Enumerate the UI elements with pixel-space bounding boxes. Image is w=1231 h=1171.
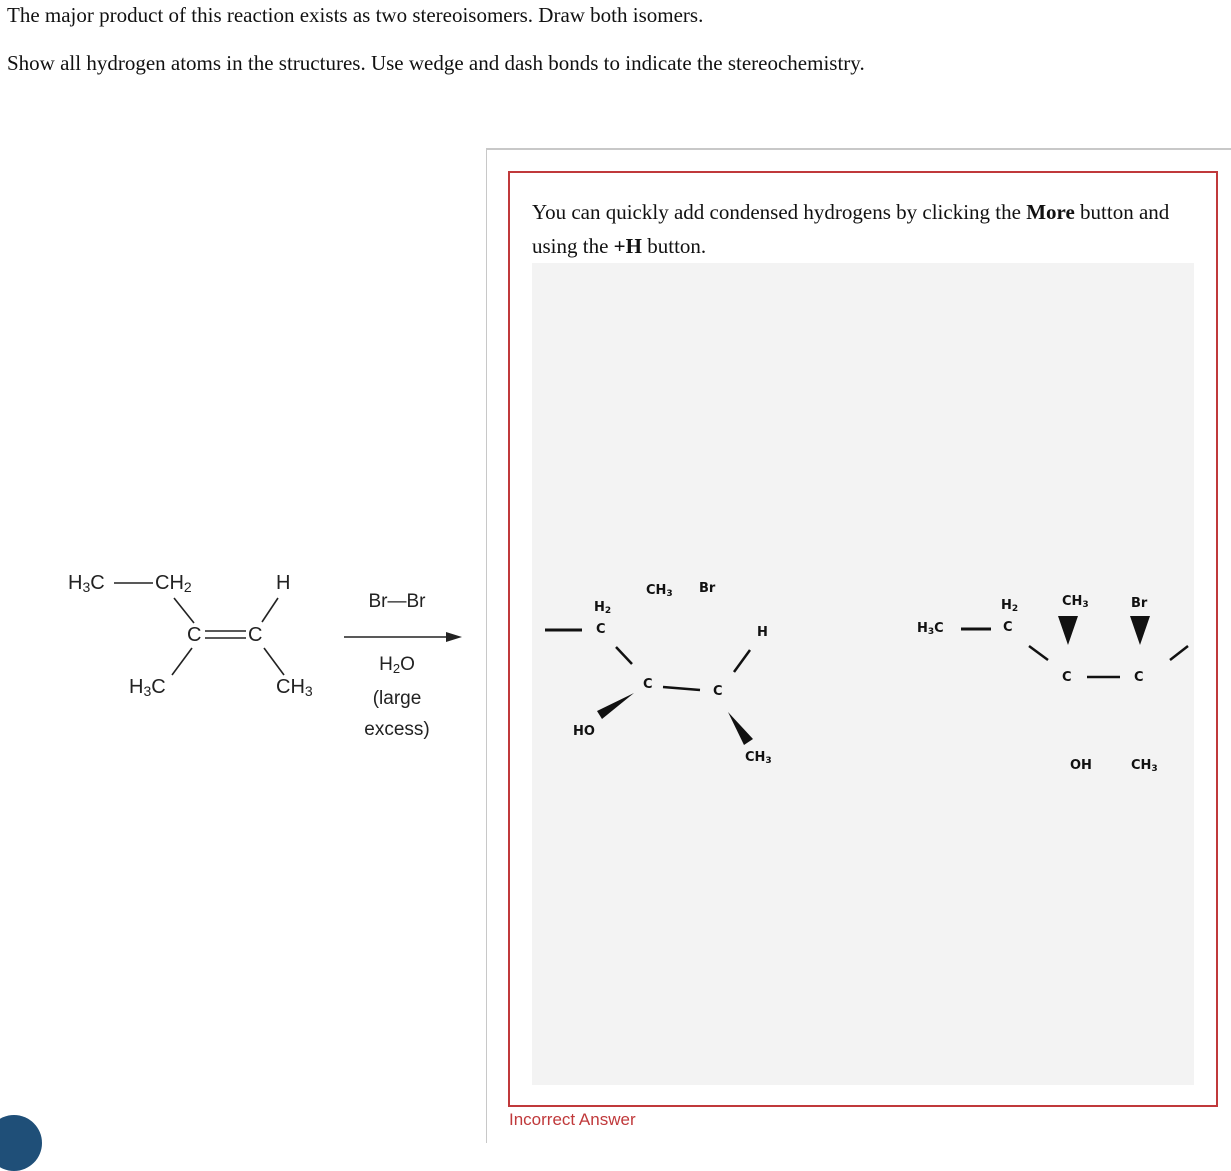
hint-text: You can quickly add condensed hydrogens by clicking the More button and using the +H button. (532, 200, 1170, 258)
reagent-br2: Br—Br (368, 591, 426, 612)
iso2-c1[interactable]: C (1062, 670, 1072, 685)
reactant-bonds (0, 0, 480, 760)
iso1-c-top[interactable]: C (596, 622, 606, 637)
bond-ch2-c1 (174, 598, 194, 623)
iso2-h3c[interactable]: $H_3C$ (917, 621, 944, 637)
reactant-h3c: $H_3C$ (129, 676, 166, 699)
iso1-h2[interactable]: $H_2$ (594, 600, 612, 616)
iso2-ch3-bottom[interactable]: $CH_3$ (1131, 758, 1158, 774)
reaction-arrow-head (446, 632, 462, 642)
bond-c2-h (262, 598, 278, 622)
iso2-h2[interactable]: $H_2$ (1001, 598, 1019, 614)
bond-c1-h3c (172, 648, 192, 675)
reactant-ch3: $CH_3$ (276, 676, 313, 699)
iso1-ch3-bottom[interactable]: $CH_3$ (745, 750, 772, 766)
reactant-h3c-ethyl: $H_3C$ (68, 572, 105, 595)
question-line-1: The major product of this reaction exists as two stereoisomers. Draw both isomers. (7, 3, 704, 27)
iso2-ch3[interactable]: $CH_3$ (1062, 594, 1089, 610)
iso1-ch3[interactable]: $CH_3$ (646, 583, 673, 599)
reagent-note-1: (large (372, 688, 422, 709)
plus-h-button-reference: +H (613, 234, 642, 258)
reagent-h2o: $H_2O$ (379, 654, 415, 676)
question-line-2: Show all hydrogen atoms in the structures. Use wedge and dash bonds to indicate the stereochemistry. (7, 51, 865, 75)
iso2-br[interactable]: Br (1131, 596, 1148, 611)
reactant-c1: C (187, 624, 202, 646)
iso1-h[interactable]: H (757, 625, 768, 640)
iso1-ho[interactable]: HO (573, 724, 595, 739)
reactant-ch2: $CH_2$ (155, 572, 192, 595)
drawing-canvas[interactable] (532, 263, 1194, 1085)
help-badge-icon[interactable] (0, 1115, 42, 1171)
bond-c2-ch3 (264, 648, 284, 675)
reagent-note-2: excess) (364, 719, 430, 740)
iso1-c2[interactable]: C (713, 684, 723, 699)
iso1-br[interactable]: Br (699, 581, 716, 596)
reactant-c2: C (248, 624, 263, 646)
iso2-oh[interactable]: OH (1070, 758, 1092, 773)
reactant-h: H (276, 572, 291, 594)
more-button-reference: More (1026, 200, 1075, 224)
iso2-c-top[interactable]: C (1003, 620, 1013, 635)
iso2-c2[interactable]: C (1134, 670, 1144, 685)
feedback-incorrect: Incorrect Answer (509, 1110, 636, 1129)
iso1-c1[interactable]: C (643, 677, 653, 692)
